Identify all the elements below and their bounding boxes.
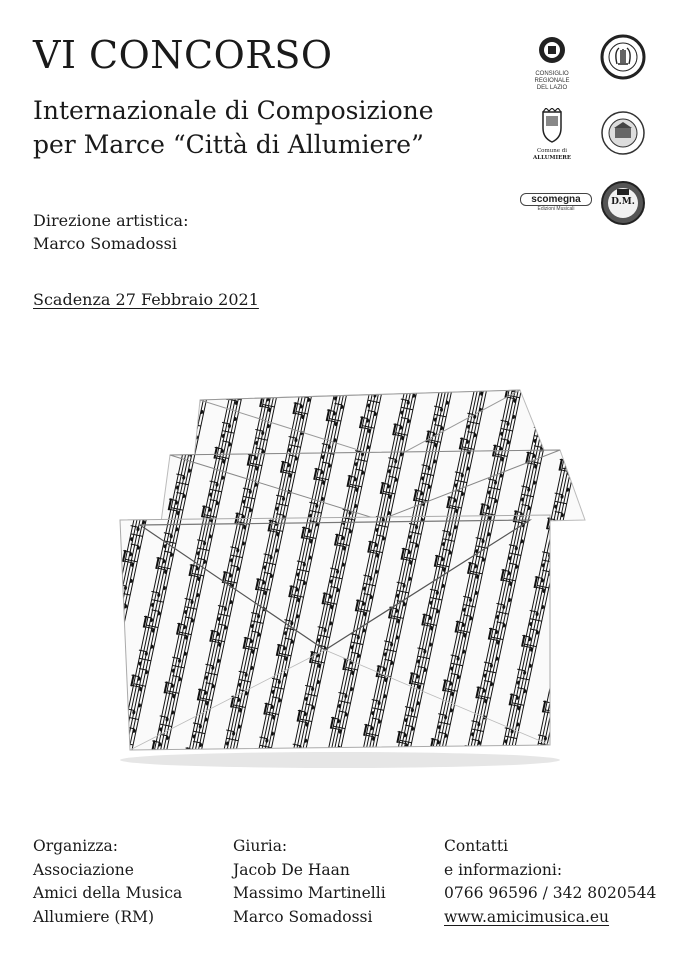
subtitle-line-1: Internazionale di Composizione [33, 96, 434, 125]
regione-lazio-logo [522, 35, 582, 95]
direction-name: Marco Somadossi [33, 234, 177, 253]
association-seal-logo [600, 34, 646, 84]
lyre-seal-icon [600, 34, 646, 80]
comune-line-2: ALLUMIERE [532, 155, 572, 161]
contacts-subheading: e informazioni: [444, 860, 563, 879]
jury-member: Jacob De Haan [233, 860, 350, 879]
comune-line-1: Comune di [536, 148, 568, 154]
deadline-text: Scadenza 27 Febbraio 2021 [33, 290, 259, 309]
dm-seal-logo [600, 180, 646, 230]
jury-member: Massimo Martinelli [233, 884, 386, 902]
dm-label: D.M. [611, 197, 635, 207]
sheet-music-envelopes-image [90, 380, 590, 780]
competition-subtitle [33, 94, 434, 162]
phone-numbers: 0766 96596 / 342 8020544 [444, 884, 657, 902]
scomegna-sub: Edizioni Musicali [537, 206, 575, 212]
scomegna-logo [520, 193, 592, 212]
regione-line-2: REGIONALE [534, 78, 570, 84]
comune-allumiere-logo [527, 108, 577, 162]
organizer-line-1: Associazione [33, 860, 134, 879]
artistic-direction [33, 209, 188, 255]
contacts-column [444, 835, 656, 929]
coat-of-arms-icon [527, 108, 577, 144]
page-title: VI CONCORSO [33, 33, 333, 77]
foundation-seal-icon [600, 110, 646, 156]
regione-line-3: DEL LAZIO [536, 85, 568, 91]
jury-column [233, 835, 386, 929]
regione-emblem-icon [522, 35, 582, 67]
sponsor-logos [512, 30, 662, 230]
organizer-column [33, 835, 182, 929]
jury-heading: Giuria: [233, 837, 288, 855]
subtitle-line-2: per Marce “Città di Allumiere” [33, 130, 424, 159]
scomegna-name: scomegna [520, 193, 592, 206]
fondazione-seal-logo [600, 110, 646, 160]
website-link[interactable]: www.amicimusica.eu [444, 907, 610, 926]
organizer-line-3: Allumiere (RM) [33, 907, 155, 926]
direction-label: Direzione artistica: [33, 211, 189, 230]
organizer-heading: Organizza: [33, 837, 119, 855]
contacts-heading: Contatti [444, 837, 509, 855]
jury-member: Marco Somadossi [233, 907, 373, 926]
organizer-line-2: Amici della Musica [33, 884, 183, 902]
regione-line-1: CONSIGLIO [535, 71, 569, 77]
